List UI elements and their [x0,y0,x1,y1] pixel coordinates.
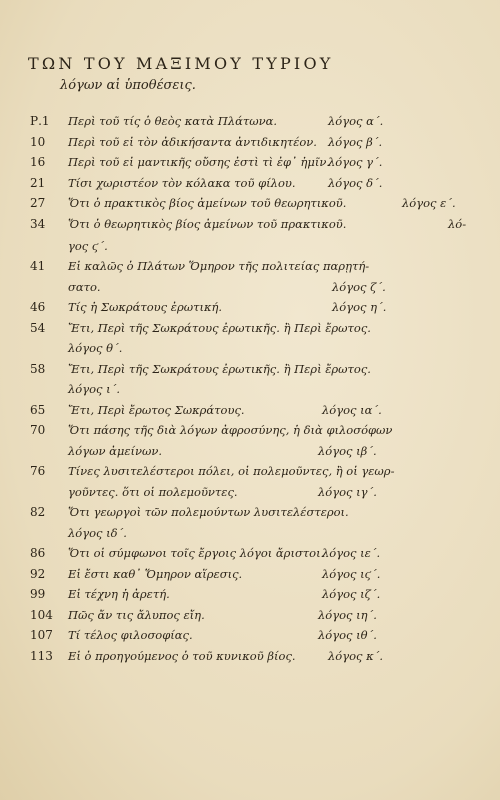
entry-title: Περὶ τοῦ εἰ τὸν ἀδικήσαντα ἀντιδικητέον. [68,134,317,149]
list-item [0,217,500,239]
list-item [0,587,500,608]
entry-title: Τίνες λυσιτελέστεροι πόλει, οἱ πολεμοῦντες, ἢ οἱ γεωρ- [68,464,395,478]
list-item [0,546,500,567]
list-item [0,362,500,383]
page-number: 92 [30,566,46,581]
entry-title-continued: λόγων ἀμείνων. [68,443,163,458]
discourse-number: λόγος ια΄. [322,402,382,417]
entry-title-continued: σατο. [68,279,101,294]
list-item-continuation [0,485,500,506]
page-number: 10 [30,134,46,149]
discourse-number: λόγος ιε΄. [322,546,381,560]
list-item [0,196,500,217]
entry-title: Εἰ ὁ προηγούμενος ὁ τοῦ κυνικοῦ βίος. [68,648,296,663]
list-item [0,135,500,156]
entry-title: Τίς ἡ Σωκράτους ἐρωτική. [68,300,223,314]
page-number: 65 [30,402,46,417]
entry-title: Πῶς ἄν τις ἄλυπος εἴη. [68,607,205,622]
list-item [0,608,500,629]
discourse-number: λόγος ζ΄. [332,279,386,294]
entry-title: Περὶ τοῦ εἰ μαντικῆς οὔσης ἐστὶ τὶ ἐφ᾽ ἡμῖν. [68,155,330,169]
entry-title: Ὅτι γεωργοὶ τῶν πολεμούντων λυσιτελέστεροι. [68,505,349,519]
discourse-number: λόγος κ΄. [328,648,384,663]
discourse-number: λόγος ιη΄. [318,607,377,622]
entry-title: Ἔτι, Περὶ τῆς Σωκράτους ἐρωτικῆς. ἢ Περὶ ἔρωτος. [68,320,371,335]
list-item [0,403,500,424]
page-number: 21 [30,175,46,190]
page-number: 104 [30,607,53,622]
list-item [0,114,500,135]
entry-title: Ὅτι ὁ θεωρητικὸς βίος ἀμείνων τοῦ πρακτικοῦ. [68,216,347,231]
discourse-number: λόγος γ΄. [328,155,383,169]
list-item [0,505,500,526]
list-item [0,649,500,670]
page-title: ΤΩΝ ΤΟΥ ΜΑΞΙΜΟΥ ΤΥΡΙΟΥ [28,54,334,73]
page-number: 27 [30,196,46,210]
entry-title: Ἔτι, Περὶ ἔρωτος Σωκράτους. [68,402,245,417]
list-item [0,155,500,176]
entry-title: Ὅτι ὁ πρακτικὸς βίος ἀμείνων τοῦ θεωρητικοῦ. [68,196,347,210]
list-item [0,300,500,321]
discourse-number: λόγος β΄. [328,134,383,149]
discourse-number: λό- [448,216,467,231]
discourse-number: λόγος ιδ΄. [68,525,127,540]
page-number: 54 [30,320,46,335]
discourse-number: λόγος η΄. [332,300,387,314]
entry-title: Ὅτι πάσης τῆς διὰ λόγων ἀφροσύνης, ἡ διὰ φιλοσόφων [68,423,393,437]
entry-title: Τίσι χωριστέον τὸν κόλακα τοῦ φίλου. [68,175,296,190]
page-number: 107 [30,628,53,642]
page-number: 41 [30,259,46,273]
list-item [0,259,500,280]
entry-title: Τί τέλος φιλοσοφίας. [68,628,193,642]
entry-title: Εἰ καλῶς ὁ Πλάτων Ὅμηρον τῆς πολιτείας παρῃτή- [68,259,370,273]
list-item [0,321,500,342]
list-item [0,176,500,197]
table-of-contents [0,114,500,669]
page-subtitle: λόγων αἱ ὑποθέσεις. [60,78,196,93]
list-item-continuation [0,280,500,301]
entry-title: Εἰ τέχνη ἡ ἀρετή. [68,587,170,601]
page-number: 99 [30,587,46,601]
page-number: 58 [30,361,46,376]
discourse-number: λόγος α΄. [328,114,384,128]
discourse-number-continued: γος ϛ΄. [68,238,108,253]
page-number: 46 [30,300,46,314]
page-number: 113 [30,648,53,663]
entry-title: Ὅτι οἱ σύμφωνοι τοῖς ἔργοις λόγοι ἄριστοι. [68,546,325,560]
page-number: 16 [30,155,46,169]
discourse-number: λόγος ιθ΄. [318,628,377,642]
page-number: 76 [30,464,46,478]
list-item [0,567,500,588]
page-number: 86 [30,546,46,560]
entry-title: Εἰ ἔστι καθ᾽ Ὅμηρον αἵρεσις. [68,566,243,581]
list-item [0,464,500,485]
discourse-number: λόγος ιγ΄. [318,484,377,499]
entry-title-continued: γοῦντες. ὅτι οἱ πολεμοῦντες. [68,484,238,499]
page-number: 34 [30,216,46,231]
list-item-continuation [0,444,500,465]
discourse-number: λόγος ιζ΄. [322,587,381,601]
page-number: 82 [30,505,46,519]
entry-title: Ἔτι, Περὶ τῆς Σωκράτους ἐρωτικῆς. ἢ Περὶ ἔρωτος. [68,361,371,376]
discourse-number: λόγος ι΄. [68,382,121,396]
page-number: Ρ.1 [30,114,50,128]
discourse-number: λόγος ε΄. [402,196,456,210]
list-item [0,628,500,649]
discourse-number: λόγος θ΄. [68,341,123,355]
list-item-continuation [0,526,500,547]
entry-title: Περὶ τοῦ τίς ὁ θεὸς κατὰ Πλάτωνα. [68,114,278,128]
discourse-number: λόγος δ΄. [328,175,383,190]
list-item-continuation [0,239,500,260]
discourse-number: λόγος ιβ΄. [318,443,377,458]
discourse-number: λόγος ιϛ΄. [322,566,381,581]
page-number: 70 [30,423,46,437]
list-item-continuation [0,382,500,403]
list-item [0,423,500,444]
list-item-continuation [0,341,500,362]
